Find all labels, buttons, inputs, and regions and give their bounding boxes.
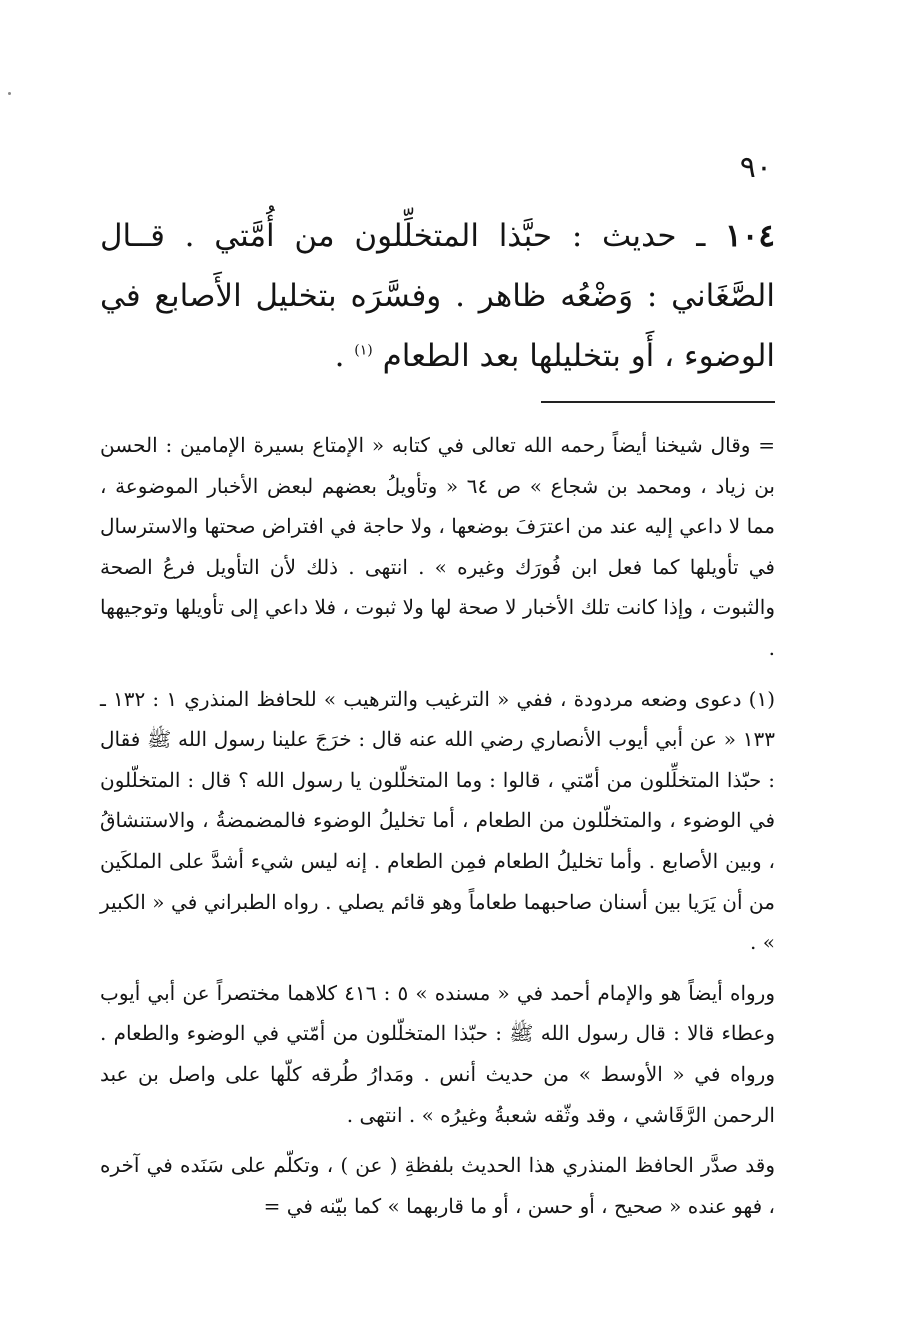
hadith-number: ١٠٤ [725, 218, 775, 254]
hadith-end: . [334, 338, 355, 374]
footnote-reference: (١) [354, 342, 373, 359]
footnote-1-paragraph-2: ورواه أيضاً هو والإمام أحمد في « مسنده » ٥ : ٤١٦ كلاهما مختصراً عن أبي أيوب وعطاء قالا : قال رسول الله ﷺ : حبّذا المتخلّلون من أمّتي في الوضوء والطعام . ورواه في « الأوسط » من حديث أنس . ومَدارُ طُرقه كلّها على واصل بن عبد الرحمن الرَّقَاشي ، وقد وثّقه شعبةُ وغيرُه » . انتهى . [100, 980, 776, 1127]
scan-speck [8, 92, 11, 95]
page-number: ٩٠ [739, 150, 772, 185]
hadith-entry [100, 206, 775, 386]
hadith-text: ـ حديث : حبَّذا المتخلِّلون من أُمَّتي . قــال الصَّغَاني : وَضْعُه ظاهر . وفسَّرَه بتخليل الأَصابع في الوضوء ، أَو بتخليلها بعد الطعام [100, 218, 775, 374]
footnote-1-paragraph-1: (١) دعوى وضعه مردودة ، ففي « الترغيب والترهيب » للحافظ المنذري ١ : ١٣٢ ـ ١٣٣ « عن أبي أيوب الأنصاري رضي الله عنه قال : خرَجَ علينا رسول الله ﷺ فقال : حبّذا المتخلِّلون من أمّتي ، قالوا : وما المتخلّلون يا رسول الله ؟ قال : المتخلّلون في الوضوء ، والمتخلّلون من الطعام ، أما تخليلُ الوضوء فالمضمضةُ ، والاستنشاقُ ، وبين الأصابع . وأما تخليلُ الطعام فمِن الطعام . إنه ليس شيء أشدَّ على الملكَين من أن يَرَيا بين أسنان صاحبهما طعاماً وهو قائم يصلي . رواه الطبراني في « الكبير » . [100, 686, 776, 955]
footnote-separator [541, 401, 775, 403]
footnotes-section [100, 425, 775, 1226]
footnote-continuation: = وقال شيخنا أيضاً رحمه الله تعالى في كتابه « الإمتاع بسيرة الإمامين : الحسن بن زياد ، ومحمد بن شجاع » ص ٦٤ « وتأويلُ بعضهم لبعض الأخبار الموضوعة ، مما لا داعي إليه عند من اعترَفَ بوضعها ، ولا حاجة في افتراض صحتها والاسترسال في تأويلها كما فعل ابن فُورَك وغيره » . انتهى . ذلك لأن التأويل فرعُ الصحة والثبوت ، وإذا كانت تلك الأخبار لا صحة لها ولا ثبوت ، فلا داعي إلى تأويلها وتوجيهها . [100, 433, 775, 660]
hadith-paragraph [100, 206, 775, 386]
footnote-1-paragraph-3: وقد صدَّر الحافظ المنذري هذا الحديث بلفظةِ ( عن ) ، وتكلّم على سَنَده في آخره ، فهو عنده « صحيح ، أو حسن ، أو ما قاربهما » كما بيّنه في = [100, 1153, 775, 1218]
